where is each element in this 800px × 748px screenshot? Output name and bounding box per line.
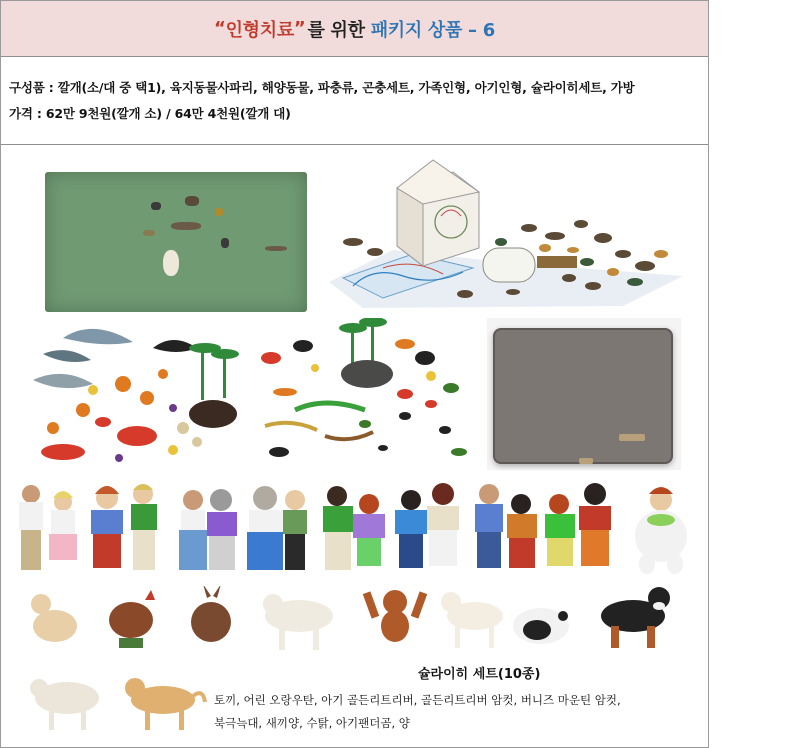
green-mat-photo [45, 172, 307, 312]
schleich-set-list [214, 689, 704, 735]
schleich-list-line-1: 토끼, 어린 오랑우탄, 아기 골든리트리버, 골든리트리버 암컷, 버니즈 마운틴 암컷, [214, 693, 621, 707]
components-line: 구성품 : 깔개(소/대 중 택1), 육지동물사파리, 해양동물, 파충류, 곤충세트, 가족인형, 아기인형, 슐라이히세트, 가방 [9, 80, 635, 95]
page-title [1, 1, 708, 57]
product-info [1, 57, 708, 145]
schleich-list-line-2: 북극늑대, 새끼양, 수탉, 아기팬더곰, 양 [214, 716, 410, 730]
carry-bag-photo [487, 318, 681, 470]
schleich-set-title: 슐라이히 세트(10종) [418, 667, 541, 682]
family-dolls-photo [7, 480, 697, 584]
title-middle: 를 위한 [307, 19, 365, 41]
schleich-animals-photo [27, 586, 677, 658]
title-close-quote: ” [293, 18, 306, 39]
insects-reptiles-photo [255, 318, 477, 468]
schleich-animals-photo-2 [27, 674, 207, 734]
title-highlight: 패키지 상품 – 6 [370, 19, 495, 41]
title-open-quote: “ [214, 18, 226, 39]
price-line: 가격 : 62만 9천원(깔개 소) / 64만 4천원(깔개 대) [9, 106, 291, 121]
dollhouse-box-photo [323, 158, 691, 308]
sea-animals-photo [23, 318, 245, 468]
product-gallery [1, 146, 708, 748]
title-keyword: 인형치료 [225, 19, 294, 41]
